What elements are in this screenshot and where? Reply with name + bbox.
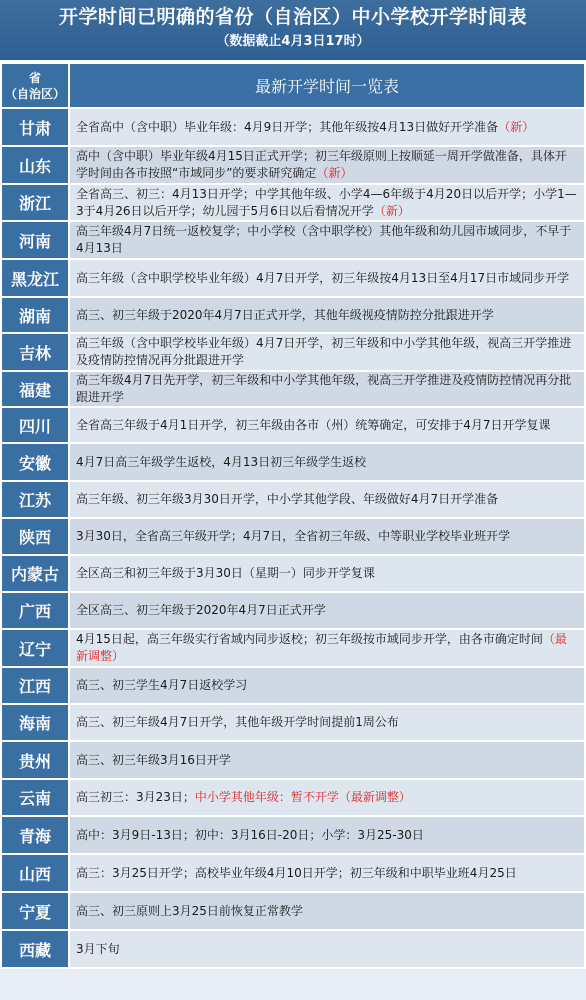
- school-opening-table: [0, 62, 586, 969]
- table-row: [1, 892, 585, 930]
- table-row: [1, 555, 585, 592]
- table-row: [1, 741, 585, 779]
- schedule-text: 全省高三年级于4月1日开学，初三年级由各市（州）统筹确定，可安排于4月7日开学复课: [76, 417, 551, 432]
- province-cell: 甘肃: [1, 108, 69, 146]
- schedule-cell: [69, 221, 585, 259]
- schedule-text: 高三年级（含中职学校毕业年级）4月7日开学，初三年级和中小学其他年级，视高三开学推进及疫情防控情况再分批跟进开学: [76, 336, 572, 367]
- province-cell: 安徽: [1, 443, 69, 481]
- schedule-cell: [69, 481, 585, 518]
- schedule-text: 高三年级、初三年级3月30日开学，中小学其他学段、年级做好4月7日开学准备: [76, 492, 499, 506]
- schedule-text: 高三年级4月7日统一返校复学；中小学校（含中职学校）其他年级和幼儿园市域同步，不早于4月13日: [76, 224, 572, 255]
- schedule-text: 高三：3月25日开学；高校毕业年级4月10日开学；初三年级和中职毕业班4月25日: [76, 865, 517, 880]
- schedule-text: 3月下旬: [76, 941, 120, 956]
- schedule-text: 高三、初三年级4月7日开学，其他年级开学时间提前1周公布: [76, 715, 399, 729]
- schedule-cell: [69, 259, 585, 297]
- province-cell: 吉林: [1, 333, 69, 371]
- update-tag: （新）: [316, 166, 353, 180]
- schedule-text: 全省高三、初三：4月13日开学；中学其他年级、小学4—6年级于4月20日以后开学；小学1—3于4月26日以后开学；幼儿园于5月6日以后看情况开学: [76, 186, 577, 218]
- schedule-cell: [69, 930, 585, 968]
- schedule-cell: [69, 704, 585, 741]
- schedule-cell: [69, 184, 585, 221]
- table-row: [1, 667, 585, 704]
- schedule-text: 高三、初三年级3月16日开学: [76, 752, 231, 767]
- schedule-cell: [69, 555, 585, 592]
- province-cell: 陕西: [1, 518, 69, 555]
- column-header-province-sublabel: （自治区）: [4, 86, 65, 101]
- table-row: [1, 333, 585, 371]
- schedule-cell: [69, 108, 585, 146]
- schedule-cell: [69, 518, 585, 555]
- schedule-text: 高三、初三原则上3月25日前恢复正常教学: [76, 903, 303, 918]
- province-cell: 江西: [1, 667, 69, 704]
- province-cell: 湖南: [1, 297, 69, 333]
- province-cell: 海南: [1, 704, 69, 741]
- province-cell: 黑龙江: [1, 259, 69, 297]
- column-header-row: [1, 63, 585, 108]
- column-header-province: [1, 63, 69, 108]
- column-header-info: 最新开学时间一览表: [69, 63, 585, 108]
- schedule-text: 全区高三、初三年级于2020年4月7日正式开学: [76, 603, 326, 617]
- schedule-cell: [69, 667, 585, 704]
- schedule-cell: [69, 443, 585, 481]
- schedule-cell: [69, 592, 585, 629]
- province-cell: 山东: [1, 146, 69, 184]
- table-row: [1, 592, 585, 629]
- schedule-text: 高三初三：3月23日；: [76, 790, 195, 804]
- province-cell: 西藏: [1, 930, 69, 968]
- table-row: [1, 854, 585, 892]
- update-tag: （最新调整）: [76, 632, 567, 663]
- table-row: [1, 108, 585, 146]
- table-row: [1, 221, 585, 259]
- province-cell: 浙江: [1, 184, 69, 221]
- province-cell: 江苏: [1, 481, 69, 518]
- province-cell: 福建: [1, 371, 69, 407]
- schedule-text: 3月30日，全省高三年级开学；4月7日，全省初三年级、中等职业学校毕业班开学: [76, 529, 511, 543]
- schedule-text: 全省高中（含中职）毕业年级：4月9日开学；其他年级按4月13日做好开学准备: [76, 119, 499, 134]
- schedule-cell: [69, 629, 585, 667]
- province-cell: 广西: [1, 592, 69, 629]
- table-row: [1, 779, 585, 816]
- schedule-text: 高三、初三学生4月7日返校学习: [76, 678, 248, 692]
- schedule-text: 全区高三和初三年级于3月30日（星期一）同步开学复课: [76, 566, 375, 580]
- update-tag: （新）: [498, 119, 535, 134]
- schedule-text: 4月15日起，高三年级实行省域内同步返校；初三年级按市域同步开学，由各市确定时间: [76, 632, 543, 646]
- table-row: [1, 816, 585, 854]
- schedule-text: 高三年级（含中职学校毕业年级）4月7日开学，初三年级按4月13日至4月17日市域同步开学: [76, 270, 570, 285]
- table-row: [1, 629, 585, 667]
- table-row: [1, 930, 585, 968]
- province-cell: 云南: [1, 779, 69, 816]
- schedule-text: 高三年级4月7日先开学，初三年级和中小学其他年级，视高三开学推进及疫情防控情况再分批跟进开学: [76, 373, 572, 404]
- table-row: [1, 259, 585, 297]
- table-row: [1, 407, 585, 443]
- page-title: 开学时间已明确的省份（自治区）中小学校开学时间表: [58, 6, 527, 28]
- schedule-cell: [69, 407, 585, 443]
- province-cell: 内蒙古: [1, 555, 69, 592]
- schedule-cell: [69, 892, 585, 930]
- province-cell: 河南: [1, 221, 69, 259]
- province-cell: 宁夏: [1, 892, 69, 930]
- table-row: [1, 518, 585, 555]
- province-cell: 青海: [1, 816, 69, 854]
- province-cell: 贵州: [1, 741, 69, 779]
- schedule-text: 高中：3月9日-13日；初中：3月16日-20日；小学：3月25-30日: [76, 827, 424, 842]
- schedule-text: 高三、初三年级于2020年4月7日正式开学，其他年级视疫情防控分批跟进开学: [76, 307, 494, 322]
- table-row: [1, 443, 585, 481]
- province-cell: 四川: [1, 407, 69, 443]
- table-row: [1, 184, 585, 221]
- schedule-cell: [69, 371, 585, 407]
- update-tag: 中小学其他年级：暂不开学（最新调整）: [194, 790, 411, 804]
- schedule-text: 4月7日高三年级学生返校，4月13日初三年级学生返校: [76, 454, 367, 469]
- column-header-province-label: 省: [28, 70, 41, 85]
- schedule-cell: [69, 779, 585, 816]
- schedule-cell: [69, 297, 585, 333]
- table-header: [0, 0, 586, 62]
- province-cell: 山西: [1, 854, 69, 892]
- schedule-cell: [69, 816, 585, 854]
- province-cell: 辽宁: [1, 629, 69, 667]
- schedule-cell: [69, 741, 585, 779]
- table-row: [1, 481, 585, 518]
- table-row: [1, 704, 585, 741]
- schedule-cell: [69, 333, 585, 371]
- schedule-cell: [69, 854, 585, 892]
- data-cutoff-note: （数据截止4月3日17时）: [216, 34, 370, 49]
- table-row: [1, 146, 585, 184]
- schedule-text: 高中（含中职）毕业年级4月15日正式开学；初三年级原则上按顺延一周开学做准备，具体开学时间由各市按照“市域同步”的要求研究确定: [76, 149, 567, 180]
- table-row: [1, 297, 585, 333]
- schedule-cell: [69, 146, 585, 184]
- update-tag: （新）: [373, 203, 410, 218]
- table-row: [1, 371, 585, 407]
